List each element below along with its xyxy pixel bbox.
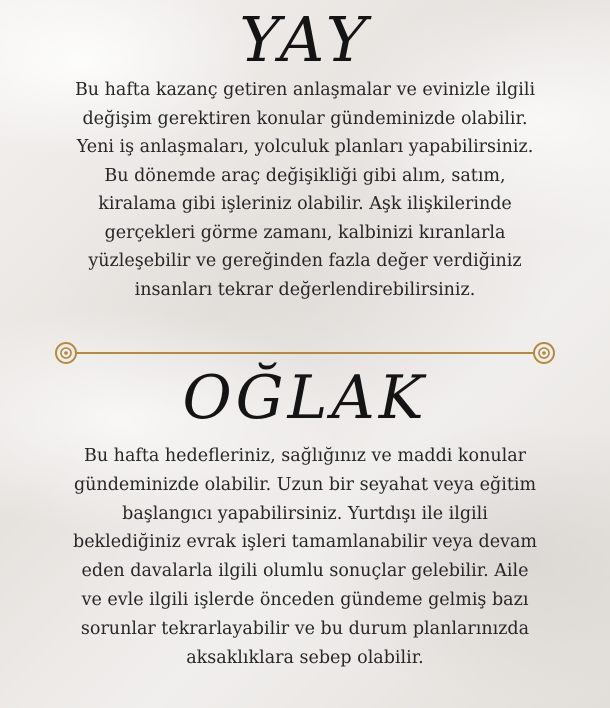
text-line: gündeminizde olabilir. Uzun bir seyahat veya eğitim — [73, 474, 537, 495]
section-title-oglak: OĞLAK — [182, 363, 428, 433]
text-line: ve evle ilgili işlerde önceden gündeme gelmiş bazı — [81, 589, 529, 610]
section-title-yay: YAY — [239, 3, 371, 76]
text-line: insanları tekrar değerlendirebilirsiniz. — [134, 279, 476, 300]
text-line: beklediğiniz evrak işleri tamamlanabilir veya devam — [73, 532, 537, 553]
text-line: Yeni iş anlaşmaları, yolculuk planları yapabilirsiniz. — [76, 137, 534, 157]
text-line: başlangıcı yapabilirsiniz. Yurtdışı ile ilgili — [122, 503, 488, 524]
text-line: eden davalarla ilgili olumlu sonuçlar gelebilir. Aile — [81, 561, 529, 582]
text-line: Bu dönemde araç değişikliği gibi alım, satım, — [104, 165, 506, 186]
text-line: Bu hafta kazanç getiren anlaşmalar ve evinizle ilgili — [74, 80, 536, 100]
text-line: değişim gerektiren konular gündeminizde olabilir. — [82, 108, 528, 129]
section-text-yay — [20, 76, 590, 304]
text-line: gerçekleri görme zamanı, kalbinizi kıranlarla — [104, 222, 506, 243]
text-line: aksaklıklara sebep olabilir. — [186, 647, 424, 668]
text-line: sorunlar tekrarlayabilir ve bu durum planlarınızda — [80, 618, 530, 639]
section-text-oglak — [20, 442, 590, 672]
text-line: kiralama gibi işleriniz olabilir. Aşk ilişkilerinde — [98, 194, 512, 214]
text-line: yüzleşebilir ve gereğinden fazla değer verdiğiniz — [88, 251, 522, 271]
text-line: Bu hafta hedefleriniz, sağlığınız ve maddi konular — [83, 446, 527, 466]
